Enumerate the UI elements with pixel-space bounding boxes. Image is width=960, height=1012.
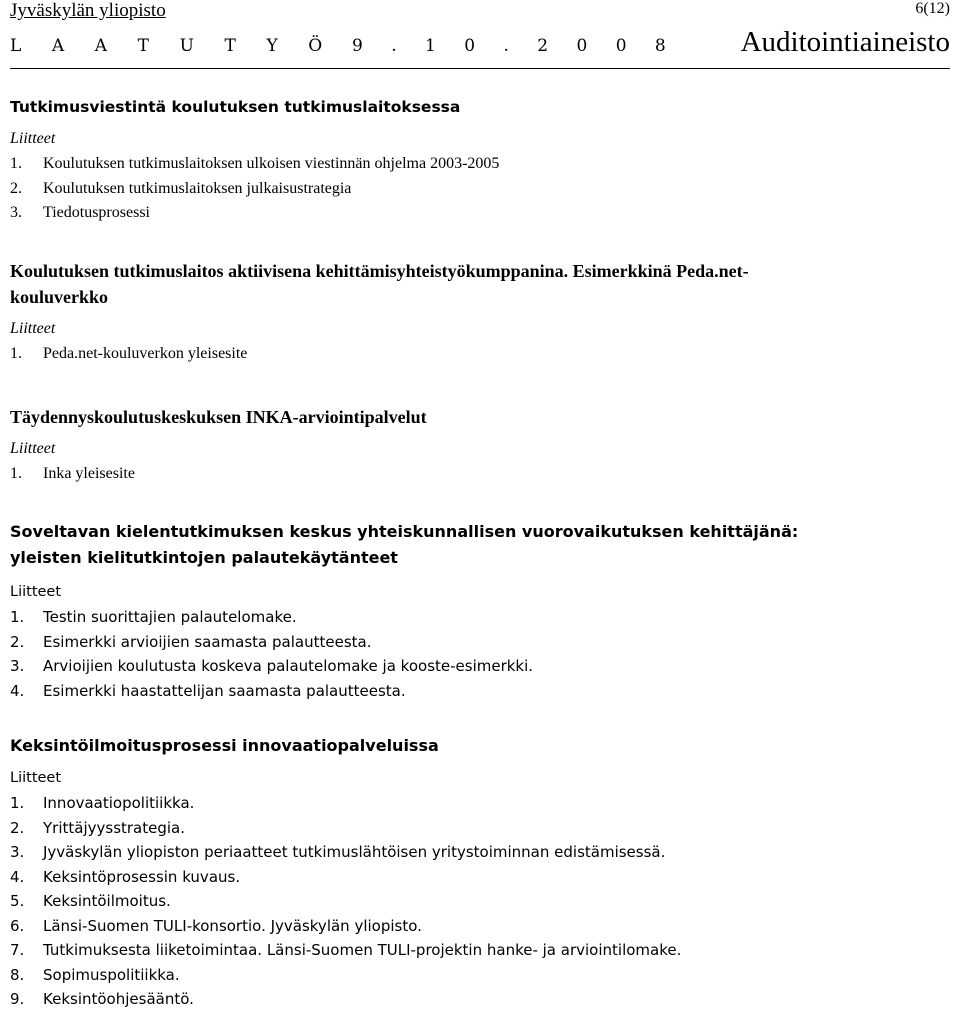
attachments-list — [10, 342, 790, 367]
item-text: Keksintöilmoitus. — [43, 892, 171, 910]
item-number: 8. — [10, 965, 25, 984]
list-item — [10, 462, 940, 487]
item-text: Testin suorittajien palautelomake. — [43, 608, 297, 626]
item-text: Koulutuksen tutkimuslaitoksen julkaisustrategia — [43, 179, 352, 197]
header-divider — [10, 68, 950, 69]
list-item — [10, 865, 940, 890]
attachments-list — [10, 605, 810, 703]
item-number: 1. — [10, 345, 22, 362]
item-text: Keksintöohjesääntö. — [43, 990, 194, 1008]
item-number: 1. — [10, 608, 25, 626]
document-date: 9 . 1 0 . 2 0 0 8 — [352, 36, 678, 56]
item-text: Sopimuspolitiikka. — [43, 965, 180, 984]
attachments-list — [10, 462, 940, 487]
university-name: Jyväskylän yliopisto — [10, 0, 166, 21]
list-item — [10, 342, 790, 367]
list-item — [10, 914, 940, 939]
item-text: Yrittäjyysstrategia. — [43, 818, 186, 837]
item-number: 2. — [10, 818, 25, 837]
attachments-label: Liitteet — [10, 130, 56, 147]
attachments-label: Liitteet — [10, 770, 62, 786]
item-text: Tiedotusprosessi — [43, 204, 150, 221]
attachments-list — [10, 152, 940, 226]
section-title: Täydennyskoulutuskeskuksen INKA-arviointipalvelut — [10, 407, 427, 427]
attachments-label: Liitteet — [10, 320, 56, 337]
list-item — [10, 816, 940, 841]
list-item — [10, 938, 940, 963]
item-number: 3. — [10, 204, 22, 221]
section-research-communication — [10, 94, 940, 226]
section-inka — [10, 404, 940, 487]
list-item — [10, 630, 810, 655]
item-number: 3. — [10, 843, 25, 861]
item-text: Koulutuksen tutkimuslaitoksen ulkoisen viestinnän ohjelma 2003-2005 — [43, 155, 500, 172]
department-label: L A A T U T Y Ö — [10, 36, 335, 56]
item-text: Inka yleisesite — [43, 465, 135, 482]
item-text: Jyväskylän yliopiston periaatteet tutkimuslähtöisen yritystoiminnan edistämisessä. — [43, 843, 666, 861]
attachments-list — [10, 791, 940, 1012]
list-item — [10, 840, 940, 865]
item-number: 2. — [10, 632, 25, 651]
item-number: 4. — [10, 867, 25, 886]
list-item — [10, 152, 940, 177]
item-text: Innovaatiopolitiikka. — [43, 794, 195, 812]
item-text: Keksintöprosessin kuvaus. — [43, 867, 241, 886]
attachments-label: Liitteet — [10, 440, 56, 457]
section-title: Tutkimusviestintä koulutuksen tutkimuslaitoksessa — [10, 98, 461, 116]
header-line — [10, 26, 950, 64]
page-number: 6(12) — [915, 0, 950, 17]
list-item — [10, 963, 940, 988]
section-peda-net — [10, 258, 790, 367]
item-text: Esimerkki arvioijien saamasta palautteesta. — [43, 632, 372, 651]
list-item — [10, 791, 940, 816]
section-innovation-services — [10, 733, 940, 1012]
item-text: Peda.net-kouluverkon yleisesite — [43, 345, 248, 362]
section-title: Koulutuksen tutkimuslaitos aktiivisena kehittämisyhteistyökumppanina. Esimerkkinä Peda.net-kouluverkko — [10, 261, 749, 307]
document-type: Auditointiaineisto — [740, 26, 950, 58]
item-number: 1. — [10, 794, 25, 812]
list-item — [10, 889, 940, 914]
list-item — [10, 201, 940, 226]
item-number: 1. — [10, 465, 22, 482]
item-number: 2. — [10, 179, 22, 197]
list-item — [10, 177, 940, 202]
item-number: 5. — [10, 892, 25, 910]
attachments-label: Liitteet — [10, 584, 62, 600]
list-item — [10, 654, 810, 679]
list-item — [10, 605, 810, 630]
item-number: 6. — [10, 916, 25, 935]
item-number: 3. — [10, 657, 25, 675]
item-text: Länsi-Suomen TULI-konsortio. Jyväskylän yliopisto. — [43, 916, 422, 935]
item-number: 4. — [10, 681, 25, 700]
section-title: Keksintöilmoitusprosessi innovaatiopalveluissa — [10, 736, 439, 755]
item-text: Tutkimuksesta liiketoimintaa. Länsi-Suomen TULI-projektin hanke- ja arviointilomake. — [43, 941, 682, 959]
section-language-research — [10, 519, 810, 703]
item-number: 9. — [10, 990, 25, 1008]
item-number: 1. — [10, 155, 22, 172]
list-item — [10, 679, 810, 704]
item-number: 7. — [10, 941, 25, 959]
item-text: Arvioijien koulutusta koskeva palautelomake ja kooste-esimerkki. — [43, 657, 534, 675]
section-title: Soveltavan kielentutkimuksen keskus yhteiskunnallisen vuorovaikutuksen kehittäjänä: yleisten kielitutkintojen palautekäytänteet — [10, 522, 799, 567]
item-text: Esimerkki haastattelijan saamasta palautteesta. — [43, 681, 406, 700]
